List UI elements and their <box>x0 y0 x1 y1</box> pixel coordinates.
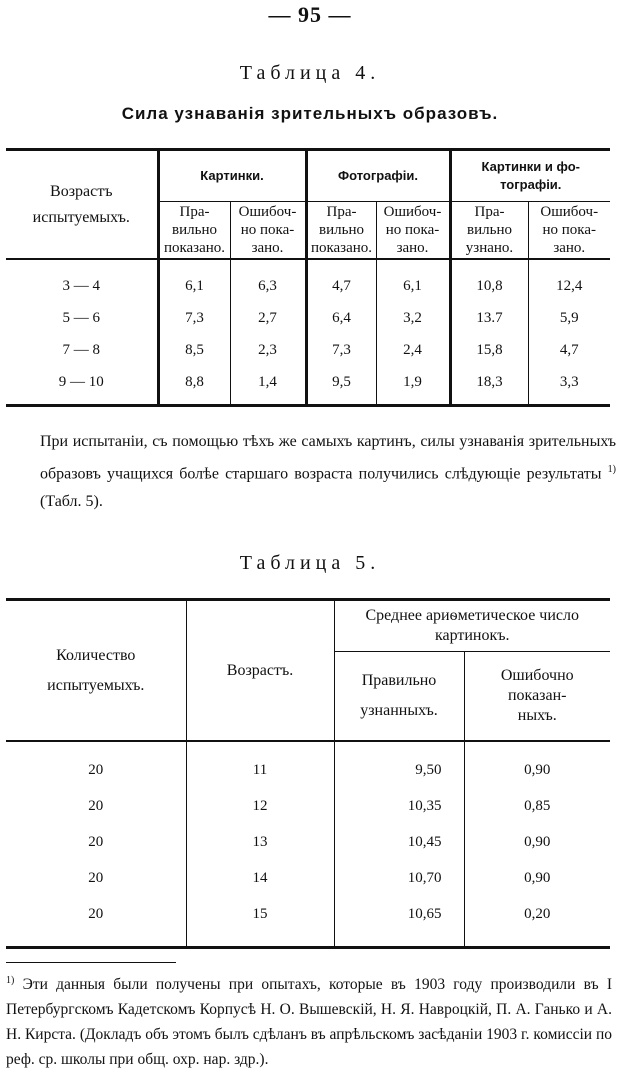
table5-count-header: Количество испытуемыхъ. <box>6 600 186 742</box>
table-cell: 0,90 <box>464 824 610 860</box>
table-cell: 4,7 <box>528 334 610 366</box>
footnote-ref: 1) <box>607 464 617 475</box>
table-row <box>6 741 610 788</box>
page-number: — 95 — <box>268 2 352 27</box>
table-row <box>6 860 610 896</box>
footnote-text: Эти данныя были получены при опытахъ, которые въ 1903 году производили въ I Петербургскомъ Кадетскомъ Корпусѣ Н. О. Вышевскій, Н. Я. Навроцкій, П. А. Ганько и А. Н. Кирста. (Докладъ объ этомъ былъ сдѣланъ въ апрѣльскомъ засѣданіи 1903 г. комиссіи по реф. ср. школы при общ. охр. нар. здр.). <box>6 976 612 1069</box>
table5-correct-header: Правильно узнанныхъ. <box>334 652 464 742</box>
table4-age-cell: 7 — 8 <box>62 341 100 358</box>
footnote-marker: 1) <box>6 975 15 986</box>
table-cell: 20 <box>88 869 104 886</box>
table4-subheader: Ошибоч- но пока- зано. <box>528 202 610 260</box>
table-row <box>6 334 610 366</box>
table-cell: 1,4 <box>230 366 306 406</box>
table-cell: 0,20 <box>464 896 610 948</box>
table4-group-header: Картинки. <box>158 150 306 202</box>
table-row <box>6 366 610 406</box>
table-cell: 15,8 <box>450 334 528 366</box>
table-cell: 6,1 <box>376 259 450 302</box>
footnote-divider <box>6 962 176 963</box>
footnote <box>6 968 612 1072</box>
table-cell: 7,3 <box>306 334 376 366</box>
table-cell: 6,3 <box>230 259 306 302</box>
table-row <box>6 896 610 948</box>
table-cell: 9,50 <box>334 741 464 788</box>
table4-subheader: Пра- вильно показано. <box>158 202 230 260</box>
table-cell: 9,5 <box>306 366 376 406</box>
table-cell: 15 <box>186 896 334 948</box>
table4-subheader: Ошибоч- но пока- зано. <box>376 202 450 260</box>
table-cell: 20 <box>88 797 104 814</box>
table4-age-cell: 3 — 4 <box>62 277 100 294</box>
table-cell: 2,7 <box>230 302 306 334</box>
table5-age-header: Возрастъ. <box>186 600 334 742</box>
table-cell: 3,3 <box>528 366 610 406</box>
table-cell: 18,3 <box>450 366 528 406</box>
table-cell: 13.7 <box>450 302 528 334</box>
table4-group-header: Картинки и фо- тографіи. <box>450 150 610 202</box>
table-cell: 0,90 <box>464 860 610 896</box>
table-cell: 13 <box>186 824 334 860</box>
table4 <box>6 148 610 407</box>
table-cell: 14 <box>186 860 334 896</box>
table4-group-header: Фотографіи. <box>306 150 450 202</box>
table-cell: 20 <box>88 833 104 850</box>
table-cell: 4,7 <box>306 259 376 302</box>
table4-age-cell: 9 — 10 <box>58 373 104 390</box>
paragraph-text: При испытаніи, съ помощью тѣхъ же самыхъ картинъ, силы узнаванія зрительныхъ образовъ учащихся болѣе старшаго возраста получились слѣдующіе результаты <box>40 433 616 483</box>
table-cell: 10,8 <box>450 259 528 302</box>
table-row <box>6 824 610 860</box>
table-cell: 6,1 <box>158 259 230 302</box>
table4-caption: Таблица 4. <box>239 62 381 84</box>
table-cell: 2,4 <box>376 334 450 366</box>
table-cell: 10,45 <box>334 824 464 860</box>
table-row <box>6 788 610 824</box>
table-cell: 7,3 <box>158 302 230 334</box>
table-row <box>6 259 610 302</box>
table4-age-cell: 5 — 6 <box>62 309 100 326</box>
table4-title: Сила узнаванія зрительныхъ образовъ. <box>121 104 499 123</box>
table4-subheader: Пра- вильно узнано. <box>450 202 528 260</box>
table-cell: 0,90 <box>464 741 610 788</box>
table-cell: 8,5 <box>158 334 230 366</box>
table4-age-header: Возрастъ испытуемыхъ. <box>6 150 158 260</box>
table-cell: 3,2 <box>376 302 450 334</box>
table5-caption: Таблица 5. <box>239 552 381 574</box>
table-cell: 20 <box>88 905 104 922</box>
table-cell: 10,35 <box>334 788 464 824</box>
table5 <box>6 598 610 949</box>
table-cell: 10,65 <box>334 896 464 948</box>
table5-mean-header: Среднее ариѳметическое число картинокъ. <box>334 600 610 652</box>
table-cell: 6,4 <box>306 302 376 334</box>
table-cell: 12 <box>186 788 334 824</box>
paragraph-tail: (Табл. 5). <box>40 493 103 511</box>
table-cell: 0,85 <box>464 788 610 824</box>
table-cell: 12,4 <box>528 259 610 302</box>
table-cell: 1,9 <box>376 366 450 406</box>
table-cell: 8,8 <box>158 366 230 406</box>
table-cell: 20 <box>88 761 104 778</box>
table-cell: 10,70 <box>334 860 464 896</box>
table5-wrong-header: Ошибочно показан- ныхъ. <box>464 652 610 742</box>
table4-subheader: Ошибоч- но пока- зано. <box>230 202 306 260</box>
body-paragraph <box>40 428 616 516</box>
table-row <box>6 302 610 334</box>
table-cell: 5,9 <box>528 302 610 334</box>
table-cell: 2,3 <box>230 334 306 366</box>
table4-subheader: Пра- вильно показано. <box>306 202 376 260</box>
table-cell: 11 <box>186 741 334 788</box>
